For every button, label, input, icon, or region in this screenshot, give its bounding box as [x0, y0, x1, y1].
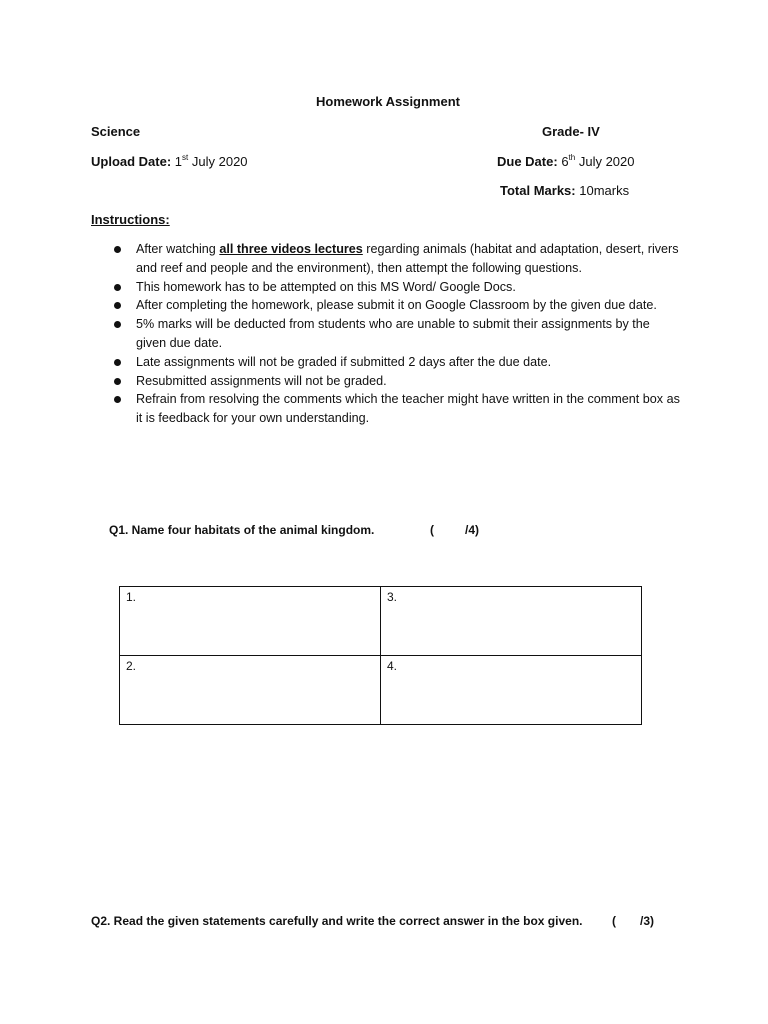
due-date-month-year: July 2020	[578, 154, 635, 169]
upload-date	[91, 154, 248, 169]
total-marks-label: Total Marks:	[500, 183, 576, 198]
question-1-marks: /4)	[465, 523, 480, 537]
subject-label: Science	[91, 124, 141, 139]
instruction-text: Refrain from resolving the comments which the teacher might have written in the comment box as it is feedback for your own understanding.	[136, 392, 680, 426]
question-1-marks-open: (	[430, 523, 434, 537]
instructions-heading: Instructions:	[91, 212, 170, 227]
upload-date-day: 1	[174, 154, 183, 169]
upload-date-label: Upload Date:	[91, 154, 172, 169]
bullet-icon	[114, 396, 121, 403]
bullet-icon	[114, 321, 121, 328]
list-item	[112, 315, 682, 353]
instruction-text: This homework has to be attempted on this MS Word/ Google Docs.	[136, 279, 516, 294]
answer-cell-4[interactable]: 4.	[381, 656, 642, 725]
table-row	[120, 587, 642, 656]
upload-date-suffix: st	[182, 152, 189, 162]
instruction-text: regarding animals (habitat and adaptation, desert, rivers and reef and people and the environment), then attempt the following questions.	[136, 242, 679, 275]
table-row	[120, 656, 642, 725]
due-date-day: 6	[561, 154, 569, 169]
question-1-text: Q1. Name four habitats of the animal kingdom.	[109, 523, 375, 537]
total-marks	[500, 183, 629, 198]
question-1-answer-table	[119, 586, 642, 725]
list-item	[112, 278, 682, 297]
list-item	[112, 353, 682, 372]
due-date	[497, 154, 635, 169]
instructions-list	[112, 240, 682, 428]
answer-cell-3[interactable]: 3.	[381, 587, 642, 656]
bullet-icon	[114, 359, 121, 366]
list-item	[112, 240, 682, 278]
question-2-marks-open: (	[612, 914, 616, 928]
instruction-text: Resubmitted assignments will not be graded.	[136, 373, 387, 388]
bullet-icon	[114, 302, 121, 309]
question-2-marks: /3)	[640, 914, 655, 928]
question-2-text: Q2. Read the given statements carefully and write the correct answer in the box given.	[91, 914, 583, 928]
instruction-text: Late assignments will not be graded if submitted 2 days after the due date.	[136, 354, 552, 369]
list-item	[112, 296, 682, 315]
list-item	[112, 390, 682, 428]
due-date-label: Due Date:	[497, 154, 558, 169]
list-item	[112, 372, 682, 391]
bullet-icon	[114, 246, 121, 253]
total-marks-value: 10marks	[579, 183, 630, 198]
due-date-suffix: th	[568, 152, 576, 162]
instruction-emphasis: all three videos lectures	[219, 242, 363, 256]
grade-label: Grade- IV	[542, 124, 600, 139]
upload-date-month-year: July 2020	[191, 154, 248, 169]
instruction-text: After watching	[136, 242, 220, 256]
bullet-icon	[114, 284, 121, 291]
bullet-icon	[114, 378, 121, 385]
answer-cell-2[interactable]: 2.	[120, 656, 381, 725]
instruction-text: 5% marks will be deducted from students who are unable to submit their assignments by the given due date.	[136, 317, 650, 350]
answer-cell-1[interactable]: 1.	[120, 587, 381, 656]
instruction-text: After completing the homework, please submit it on Google Classroom by the given due date.	[136, 298, 657, 313]
page-title: Homework Assignment	[316, 94, 460, 109]
